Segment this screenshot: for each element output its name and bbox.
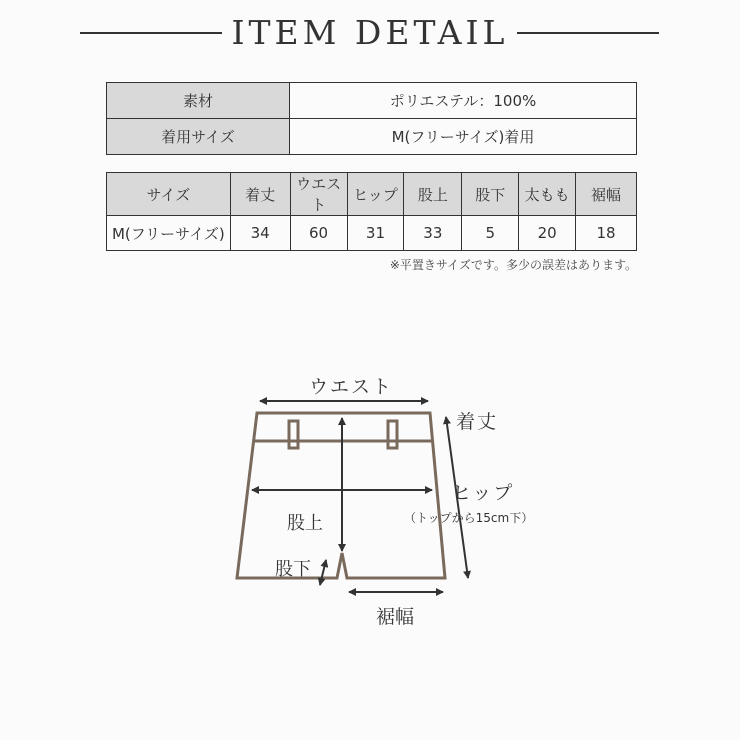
col-header-hem: 裾幅 bbox=[576, 173, 637, 216]
material-label: 素材 bbox=[107, 83, 290, 119]
col-header-hip: ヒップ bbox=[347, 173, 404, 216]
hip-note: （トップから15cm下） bbox=[404, 511, 534, 525]
worn-size-value: M(フリーサイズ)着用 bbox=[290, 119, 637, 155]
worn-size-label: 着用サイズ bbox=[107, 119, 290, 155]
cell-size: M(フリーサイズ) bbox=[107, 216, 231, 251]
rise-label: 股上 bbox=[287, 513, 323, 534]
col-header-size: サイズ bbox=[107, 173, 231, 216]
material-value: ポリエステル：100% bbox=[290, 83, 637, 119]
size-note: ※平置きサイズです。多少の誤差はあります。 bbox=[389, 258, 637, 272]
inseam-arrow bbox=[320, 560, 326, 585]
cell-hem: 18 bbox=[576, 216, 637, 251]
cell-length: 34 bbox=[230, 216, 290, 251]
hip-label: ヒップ bbox=[452, 482, 515, 504]
cell-waist: 60 bbox=[290, 216, 347, 251]
waist-label: ウエスト bbox=[309, 376, 394, 398]
hem-label: 裾幅 bbox=[376, 606, 415, 628]
cell-hip: 31 bbox=[347, 216, 404, 251]
col-header-length: 着丈 bbox=[230, 173, 290, 216]
cell-inseam: 5 bbox=[462, 216, 519, 251]
col-header-thigh: 太もも bbox=[519, 173, 576, 216]
inseam-label: 股下 bbox=[275, 559, 311, 580]
col-header-rise: 股上 bbox=[404, 173, 462, 216]
col-header-inseam: 股下 bbox=[462, 173, 519, 216]
col-header-waist: ウエスト bbox=[290, 173, 347, 216]
cell-rise: 33 bbox=[404, 216, 462, 251]
page-title: ITEM DETAIL bbox=[231, 12, 509, 52]
cell-thigh: 20 bbox=[519, 216, 576, 251]
length-label: 着丈 bbox=[456, 411, 499, 433]
